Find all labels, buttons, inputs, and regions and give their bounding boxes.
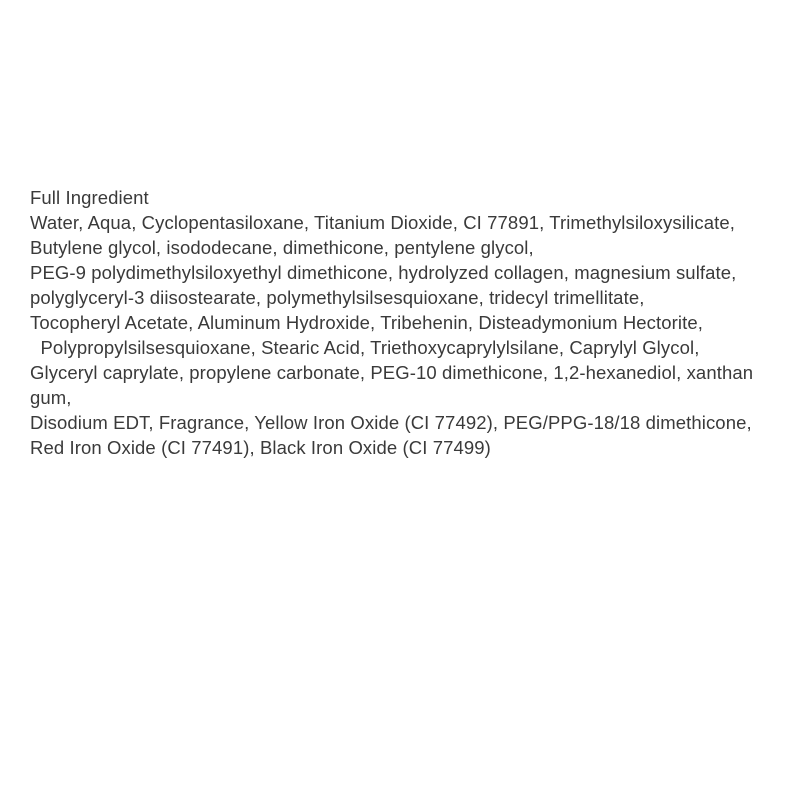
ingredients-title: Full Ingredient bbox=[30, 187, 149, 208]
ingredient-line: Glyceryl caprylate, propylene carbonate, PEG-10 dimethicone, 1,2-hexanediol, xanthan gum, bbox=[30, 362, 759, 408]
ingredient-line: Polypropylsilsesquioxane, Stearic Acid, Triethoxycaprylylsilane, Caprylyl Glycol, bbox=[30, 337, 700, 358]
ingredient-line: Red Iron Oxide (CI 77491), Black Iron Oxide (CI 77499) bbox=[30, 437, 491, 458]
ingredient-line: Water, Aqua, Cyclopentasiloxane, Titanium Dioxide, CI 77891, Trimethylsiloxysilicate, bbox=[30, 212, 735, 233]
ingredient-line: Butylene glycol, isododecane, dimethicone, pentylene glycol, bbox=[30, 237, 534, 258]
ingredient-list bbox=[30, 185, 795, 460]
ingredient-line: polyglyceryl-3 diisostearate, polymethylsilsesquioxane, tridecyl trimellitate, bbox=[30, 287, 645, 308]
ingredient-line: Tocopheryl Acetate, Aluminum Hydroxide, Tribehenin, Disteadymonium Hectorite, bbox=[30, 312, 703, 333]
ingredient-line: PEG-9 polydimethylsiloxyethyl dimethicone, hydrolyzed collagen, magnesium sulfate, bbox=[30, 262, 737, 283]
ingredient-line: Disodium EDT, Fragrance, Yellow Iron Oxide (CI 77492), PEG/PPG-18/18 dimethicone, bbox=[30, 412, 752, 433]
